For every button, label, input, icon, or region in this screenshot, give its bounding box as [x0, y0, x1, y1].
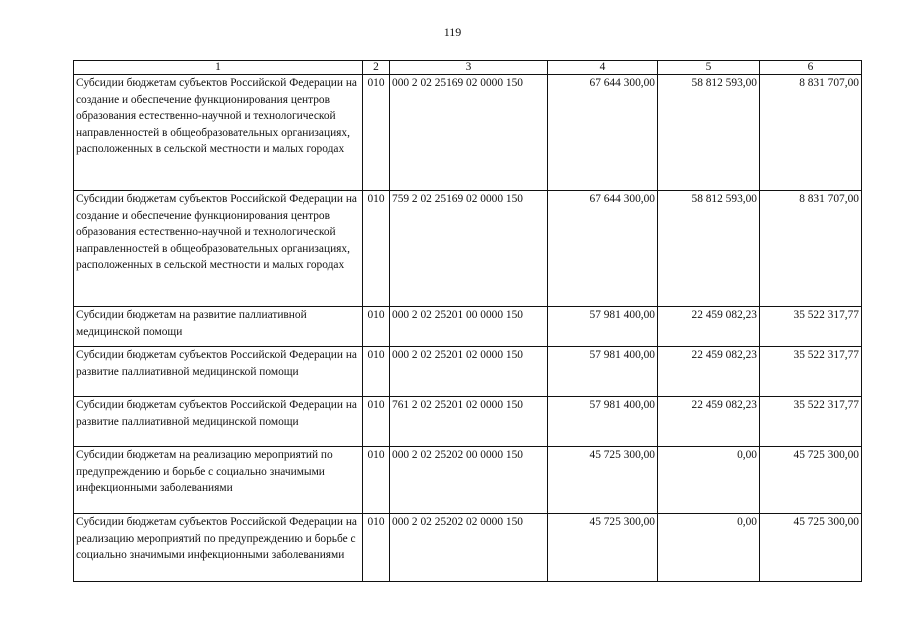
row-executed-amount: 0,00 — [658, 447, 760, 514]
row-approved-amount: 45 725 300,00 — [548, 514, 658, 582]
row-name: Субсидии бюджетам субъектов Российской Федерации на создание и обеспечение функционирования центров образования естественно-научной и технологической направленностей в общеобразовательных организациях, расположенных в сельской местности и малых городах — [74, 75, 363, 191]
column-header-6: 6 — [760, 61, 862, 75]
row-approved-amount: 67 644 300,00 — [548, 75, 658, 191]
column-header-2: 2 — [363, 61, 390, 75]
row-approved-amount: 57 981 400,00 — [548, 307, 658, 347]
row-remaining-amount: 35 522 317,77 — [760, 397, 862, 447]
row-remaining-amount: 8 831 707,00 — [760, 75, 862, 191]
row-name: Субсидии бюджетам на реализацию мероприятий по предупреждению и борьбе с социально значимыми инфекционными заболеваниями — [74, 447, 363, 514]
row-admin-code: 010 — [363, 397, 390, 447]
row-admin-code: 010 — [363, 307, 390, 347]
column-number-header-row — [74, 61, 862, 75]
row-remaining-amount: 45 725 300,00 — [760, 514, 862, 582]
table-row — [74, 347, 862, 397]
row-admin-code: 010 — [363, 347, 390, 397]
row-name: Субсидии бюджетам субъектов Российской Федерации на развитие паллиативной медицинской помощи — [74, 347, 363, 397]
row-remaining-amount: 35 522 317,77 — [760, 307, 862, 347]
row-executed-amount: 0,00 — [658, 514, 760, 582]
row-approved-amount: 45 725 300,00 — [548, 447, 658, 514]
table-row — [74, 75, 862, 191]
row-executed-amount: 22 459 082,23 — [658, 307, 760, 347]
row-budget-code: 761 2 02 25201 02 0000 150 — [390, 397, 548, 447]
row-budget-code: 000 2 02 25202 00 0000 150 — [390, 447, 548, 514]
row-admin-code: 010 — [363, 514, 390, 582]
column-header-3: 3 — [390, 61, 548, 75]
table-row — [74, 447, 862, 514]
row-executed-amount: 58 812 593,00 — [658, 75, 760, 191]
row-name: Субсидии бюджетам субъектов Российской Федерации на реализацию мероприятий по предупреждению и борьбе с социально значимыми инфекционными заболеваниями — [74, 514, 363, 582]
table-row — [74, 307, 862, 347]
row-approved-amount: 57 981 400,00 — [548, 347, 658, 397]
table-row — [74, 514, 862, 582]
row-remaining-amount: 45 725 300,00 — [760, 447, 862, 514]
column-header-4: 4 — [548, 61, 658, 75]
table-row — [74, 191, 862, 307]
row-executed-amount: 22 459 082,23 — [658, 397, 760, 447]
column-header-1: 1 — [74, 61, 363, 75]
row-executed-amount: 22 459 082,23 — [658, 347, 760, 397]
row-remaining-amount: 35 522 317,77 — [760, 347, 862, 397]
row-admin-code: 010 — [363, 191, 390, 307]
row-budget-code: 000 2 02 25201 02 0000 150 — [390, 347, 548, 397]
row-executed-amount: 58 812 593,00 — [658, 191, 760, 307]
column-header-5: 5 — [658, 61, 760, 75]
page-number: 119 — [443, 25, 462, 39]
row-admin-code: 010 — [363, 75, 390, 191]
row-budget-code: 000 2 02 25169 02 0000 150 — [390, 75, 548, 191]
table-row — [74, 397, 862, 447]
row-admin-code: 010 — [363, 447, 390, 514]
row-remaining-amount: 8 831 707,00 — [760, 191, 862, 307]
budget-revenue-table — [73, 60, 862, 582]
row-name: Субсидии бюджетам субъектов Российской Федерации на развитие паллиативной медицинской помощи — [74, 397, 363, 447]
row-approved-amount: 67 644 300,00 — [548, 191, 658, 307]
row-budget-code: 000 2 02 25201 00 0000 150 — [390, 307, 548, 347]
row-approved-amount: 57 981 400,00 — [548, 397, 658, 447]
row-budget-code: 000 2 02 25202 02 0000 150 — [390, 514, 548, 582]
row-name: Субсидии бюджетам субъектов Российской Федерации на создание и обеспечение функционирования центров образования естественно-научной и технологической направленностей в общеобразовательных организациях, расположенных в сельской местности и малых городах — [74, 191, 363, 307]
row-name: Субсидии бюджетам на развитие паллиативной медицинской помощи — [74, 307, 363, 347]
row-budget-code: 759 2 02 25169 02 0000 150 — [390, 191, 548, 307]
